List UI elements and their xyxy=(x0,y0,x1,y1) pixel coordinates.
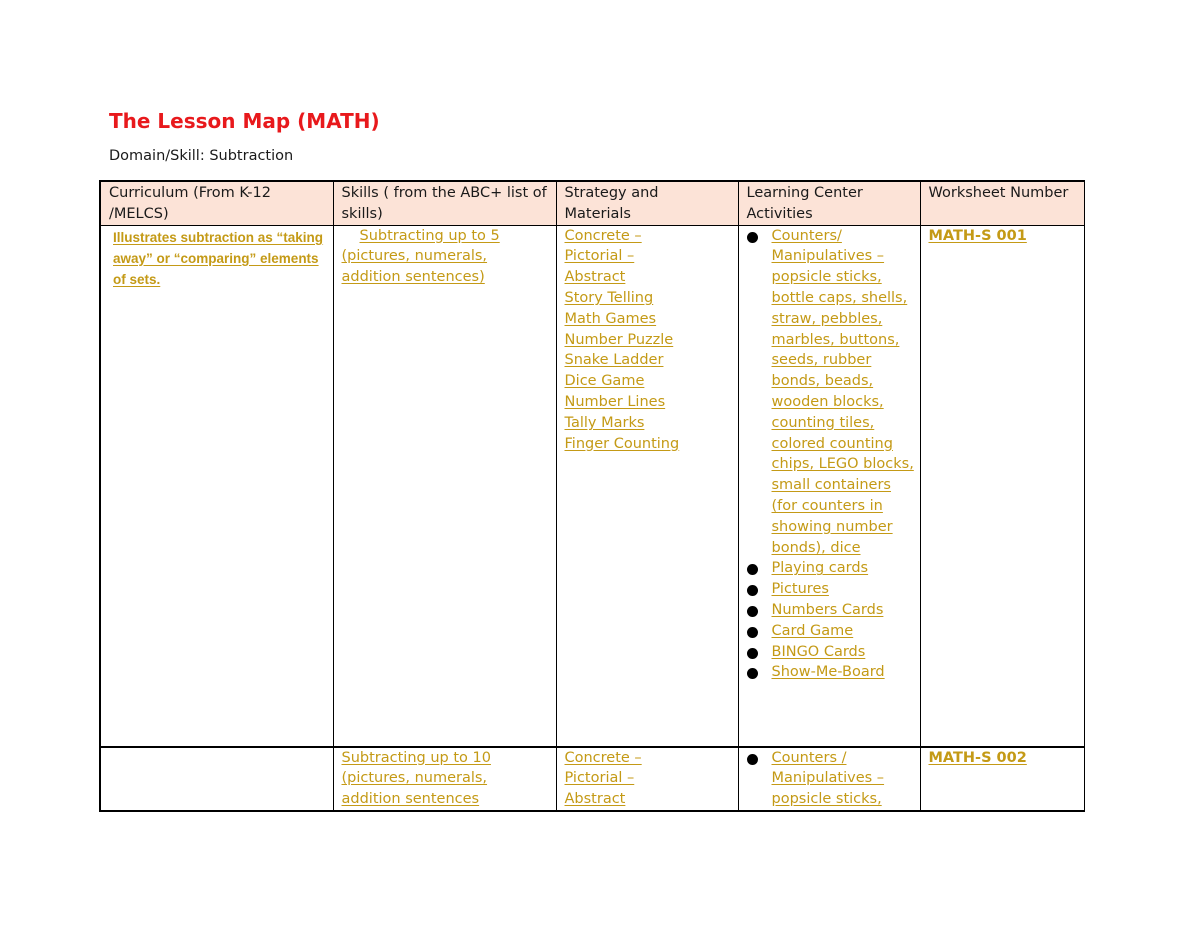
activity-text[interactable]: BINGO Cards xyxy=(771,643,866,660)
activity-text[interactable]: Counters/ Manipulatives – popsicle sticks, bottle caps, shells, straw, pebbles, marbles, buttons, seeds, rubber bonds, beads, wooden blocks, counting tiles, colored counting chips, LEGO blocks, small containers (for counters in showing number bonds), dice xyxy=(771,227,914,556)
strategy-item[interactable]: Finger Counting xyxy=(564,435,680,452)
header-strategy: Strategy and Materials xyxy=(556,181,738,225)
list-item xyxy=(747,642,916,663)
header-worksheet: Worksheet Number xyxy=(920,181,1084,225)
activities-cell xyxy=(738,225,920,747)
list-item xyxy=(747,558,916,579)
bullet-icon xyxy=(747,232,758,243)
bullet-icon xyxy=(747,606,758,617)
activity-text[interactable]: Show-Me-Board xyxy=(771,664,885,681)
list-item xyxy=(747,226,916,559)
strategy-cell xyxy=(556,225,738,747)
bullet-icon xyxy=(747,668,758,679)
activity-text[interactable]: Numbers Cards xyxy=(771,601,884,618)
list-item xyxy=(747,579,916,600)
lesson-map-table xyxy=(99,180,1085,812)
worksheet-cell xyxy=(920,747,1084,811)
strategy-item[interactable]: Concrete – xyxy=(564,749,642,766)
skills-cell xyxy=(333,747,556,811)
header-activities: Learning Center Activities xyxy=(738,181,920,225)
bullet-icon xyxy=(747,648,758,659)
strategy-item[interactable]: Snake Ladder xyxy=(564,352,664,369)
activity-text[interactable]: Pictures xyxy=(771,581,829,598)
header-curriculum: Curriculum (From K-12 /MELCS) xyxy=(100,181,333,225)
page-title: The Lesson Map (MATH) xyxy=(109,109,380,133)
strategy-item[interactable]: Story Telling xyxy=(564,289,654,306)
strategy-item[interactable]: Dice Game xyxy=(564,373,645,390)
activity-text[interactable]: Playing cards xyxy=(771,560,869,577)
activity-text[interactable]: Card Game xyxy=(771,622,854,639)
worksheet-number[interactable]: MATH-S 001 xyxy=(928,227,1027,244)
curriculum-cell xyxy=(100,225,333,747)
activity-text[interactable]: Counters / Manipulatives – popsicle sticks, xyxy=(771,749,885,808)
domain-skill-label: Domain/Skill: Subtraction xyxy=(109,148,294,164)
bullet-icon xyxy=(747,564,758,575)
bullet-icon xyxy=(747,585,758,596)
activities-list xyxy=(747,748,916,810)
list-item xyxy=(747,600,916,621)
strategy-item[interactable]: Abstract xyxy=(564,269,626,286)
strategy-item[interactable]: Math Games xyxy=(564,310,657,327)
skills-cell xyxy=(333,225,556,747)
strategy-item[interactable]: Tally Marks xyxy=(564,414,645,431)
table-row xyxy=(100,747,1084,811)
activities-list xyxy=(747,226,916,684)
strategy-item[interactable]: Pictorial – xyxy=(564,770,635,787)
table-row xyxy=(100,225,1084,747)
activities-cell xyxy=(738,747,920,811)
list-item xyxy=(747,662,916,683)
list-item xyxy=(747,621,916,642)
table-header-row xyxy=(100,181,1084,225)
skills-text[interactable]: Subtracting up to 5 (pictures, numerals, addition sentences) xyxy=(341,227,500,286)
curriculum-cell xyxy=(100,747,333,811)
curriculum-text[interactable]: Illustrates subtraction as “taking away” or “comparing” elements of sets. xyxy=(113,229,324,287)
list-item xyxy=(747,748,916,810)
strategy-item[interactable]: Number Lines xyxy=(564,393,666,410)
strategy-item[interactable]: Concrete – xyxy=(564,227,642,244)
skills-text[interactable]: Subtracting up to 10 (pictures, numerals, addition sentences xyxy=(341,749,491,808)
strategy-cell xyxy=(556,747,738,811)
worksheet-number[interactable]: MATH-S 002 xyxy=(928,749,1027,766)
strategy-item[interactable]: Number Puzzle xyxy=(564,331,674,348)
header-skills: Skills ( from the ABC+ list of skills) xyxy=(333,181,556,225)
bullet-icon xyxy=(747,754,758,765)
strategy-item[interactable]: Abstract xyxy=(564,791,626,808)
worksheet-cell xyxy=(920,225,1084,747)
strategy-item[interactable]: Pictorial – xyxy=(564,248,635,265)
bullet-icon xyxy=(747,627,758,638)
